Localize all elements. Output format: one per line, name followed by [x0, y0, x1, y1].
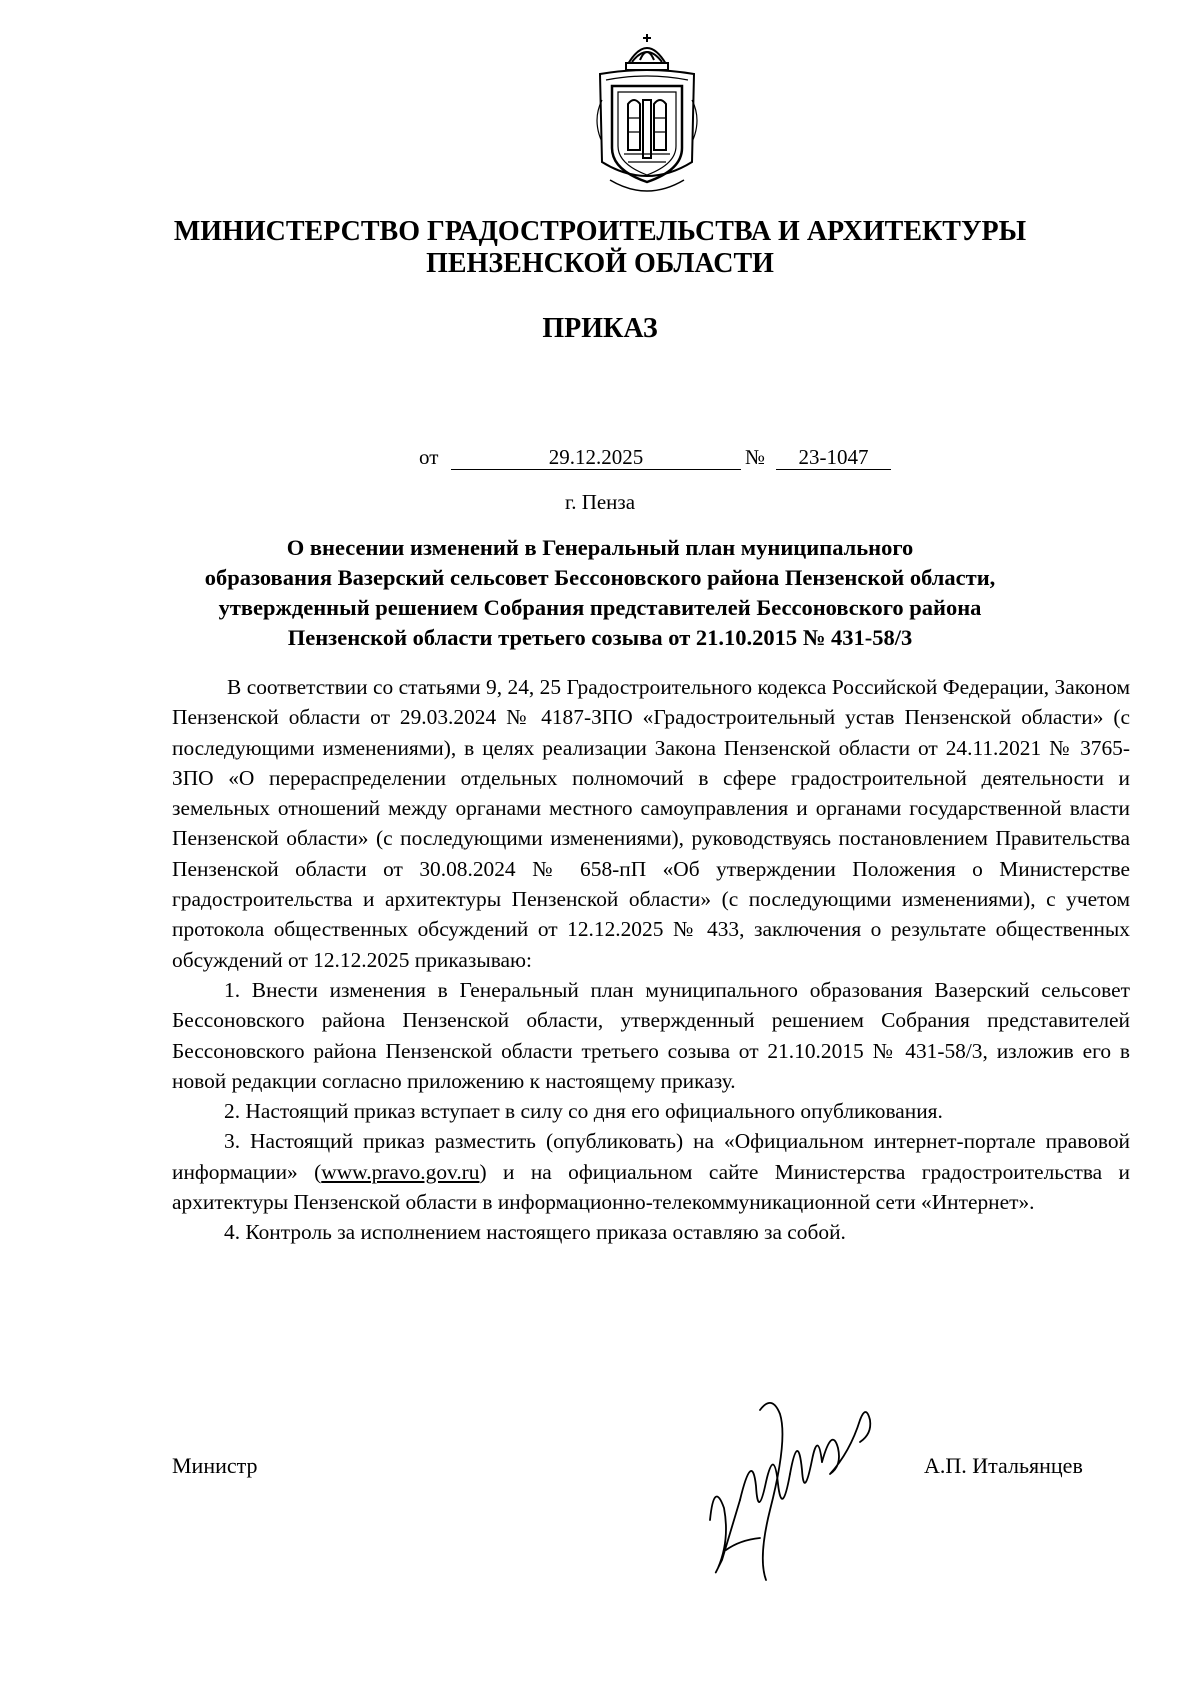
preamble-paragraph: В соответствии со статьями 9, 24, 25 Градостроительного кодекса Российской Федерации, Законом Пензенской области от 29.03.2024 № 4187-ЗПО «Градостроительный устав Пензенской области» (с последующими изменениями), в целях реализации Закона Пензенской области от 24.11.2021 № 3765-ЗПО «О перераспределении отдельных полномочий в сфере градостроительной деятельности и земельных отношений между органами местного самоуправления и органами государственной власти Пензенской области» (с последующими изменениями), руководствуясь постановлением Правительства Пензенской области от 30.08.2024 № 658-пП «Об утверждении Положения о Министерстве градостроительства и архитектуры Пензенской области» (с последующими изменениями), с учетом протокола общественных обсуждений от 12.12.2025 № 433, заключения о результате общественных обсуждений от 12.12.2025 приказываю: [172, 675, 1130, 972]
subject-line: утвержденный решением Собрания представителей Бессоновского района [218, 595, 982, 620]
subject-line: Пензенской области третьего созыва от 21.10.2015 № 431-58/3 [287, 625, 913, 650]
handwritten-signature [700, 1390, 900, 1590]
document-subject [0, 533, 1200, 653]
date-prefix: от [419, 445, 439, 469]
document-body [172, 672, 1130, 1248]
order-item-4: 4. Контроль за исполнением настоящего приказа оставляю за собой. [224, 1220, 846, 1245]
order-item-3 [172, 1126, 1130, 1217]
order-item-3-text-end: ) и на официальном сайте Министерства градостроительства и архитектуры Пензенской области в информационно-телекоммуникационной сети «Интернет». [172, 1159, 1131, 1215]
document-date: 29.12.2025 [451, 445, 741, 470]
subject-line: образования Вазерский сельсовет Бессоновского района Пензенской области, [204, 565, 996, 590]
ministry-name-line2: ПЕНЗЕНСКОЙ ОБЛАСТИ [426, 248, 774, 279]
ministry-name [0, 216, 1200, 280]
signer-position: Министр [172, 1453, 258, 1478]
document-number: 23-1047 [776, 445, 891, 470]
signer-name: А.П. Итальянцев [924, 1453, 1083, 1478]
order-item-1: 1. Внести изменения в Генеральный план муниципального образования Вазерский сельсовет Бессоновского района Пензенской области, утвержденный решением Собрания представителей Бессоновского района Пензенской области третьего созыва от 21.10.2015 № 431-58/3, изложив его в новой редакции согласно приложению к настоящему приказу. [172, 977, 1130, 1093]
order-item-3-text: 3. Настоящий приказ разместить (опубликовать) на «Официальном интернет-портале правовой информации» ( [172, 1129, 1130, 1184]
number-prefix: № [745, 445, 766, 469]
ministry-name-line1: МИНИСТЕРСТВО ГРАДОСТРОИТЕЛЬСТВА И АРХИТЕКТУРЫ [173, 216, 1027, 247]
coat-of-arms-icon [588, 30, 706, 198]
document-type: ПРИКАЗ [542, 313, 658, 344]
pravo-gov-link[interactable]: www.pravo.gov.ru [321, 1159, 480, 1184]
city: г. Пенза [564, 490, 636, 514]
order-item-2: 2. Настоящий приказ вступает в силу со дня его официального опубликования. [224, 1099, 943, 1124]
subject-line: О внесении изменений в Генеральный план муниципального [286, 535, 914, 560]
